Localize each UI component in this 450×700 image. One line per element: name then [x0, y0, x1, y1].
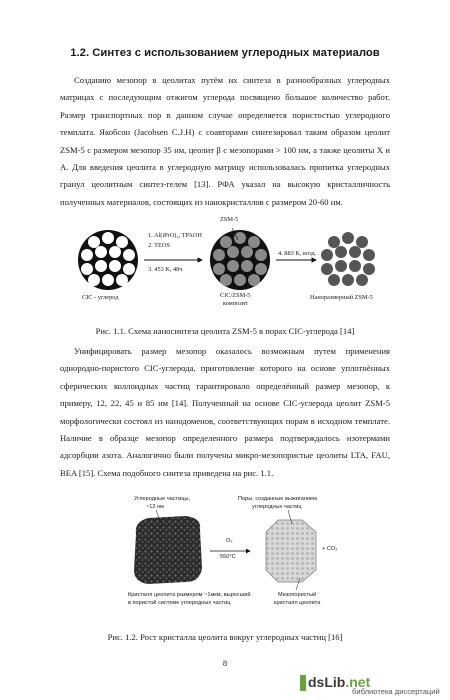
- label-step1-line2: 2. TEOS: [148, 242, 170, 249]
- paragraph-line: Созданию мезопор в цеолитах путём их синтеза в разнообразных углеродных: [74, 75, 390, 85]
- label-composite-1: CIC/ZSM-5: [220, 292, 251, 299]
- label-carbon-particles-2: ~12 нм: [146, 504, 164, 510]
- label-step1-line3: 3. 453 K, 48ч: [148, 266, 183, 273]
- paragraph-line: матрицах с последующим отжигом углерода посвящено большое количество работ.: [60, 92, 390, 103]
- paragraph-line: Наличие в образце мезопор определенного размера подтверждалось изотермами: [60, 432, 390, 443]
- section-heading: 1.2. Синтез с использованием углеродных материалов: [70, 47, 380, 59]
- paragraph-line: полученных материалов, состоящих из нанокристаллов с размером 20-60 нм.: [60, 196, 343, 207]
- paragraph-line: однородно-пористого CIC-углерода, приготовление которого на основе уплотнённых: [60, 363, 390, 374]
- label-zsm5: ZSM-5: [220, 216, 239, 223]
- paragraph-1: [60, 72, 390, 211]
- paragraph-line: морфологически состоял из нанодоменов, соответствующих порам в исходном темплате.: [60, 415, 390, 426]
- label-co2: + CO₂: [322, 546, 338, 552]
- label-step2: 4. 883 K, возд.: [278, 250, 317, 257]
- label-temperature: 550°C: [220, 554, 236, 560]
- watermark-logo: [300, 674, 450, 700]
- label-composite-2: композит: [223, 300, 248, 307]
- paragraph-line: темплата. Якобсон (Jacobsen C.J.H) с соавторами синтезировал таким образом цеолит: [60, 127, 390, 138]
- label-crystal-2: в пористой системе углеродных частиц: [128, 600, 231, 606]
- nano-zsm5-cluster: [321, 232, 375, 286]
- paragraph-line: BEA [15]. Схема подобного синтеза приведена на рис. 1.1.: [60, 467, 274, 478]
- figure-1-caption: Рис. 1.1. Схема наносинтеза цеолита ZSM-5 в порах CIC-углерода [14]: [95, 326, 355, 336]
- paragraph-line: примеру, 12, 22, 45 и 85 нм [14]. Полученный на основе CIC-углерода цеолит ZSM-5: [60, 398, 390, 409]
- logo-bar-icon: [300, 675, 306, 691]
- paragraph-line: сферических коллоидных частиц гарантировало определённый размер мезопор, к: [60, 380, 390, 391]
- label-step1-line1: 1. Al(iPrO)₃, TPAOH: [148, 232, 202, 239]
- figure-2-caption: Рис. 1.2. Рост кристалла цеолита вокруг углеродных частиц [16]: [107, 632, 343, 642]
- logo-text: dsLib.net: [308, 674, 371, 690]
- paragraph-line: адсорбции азота. Аналогично были получены микро-мезопористые цеолиты LTA, FAU,: [60, 450, 390, 461]
- page-number: 8: [222, 658, 228, 668]
- mesoporous-crystal: [266, 520, 316, 582]
- label-o2: O₂: [226, 538, 233, 544]
- label-pores-2: углеродных частиц: [252, 504, 302, 510]
- figure-2: [120, 496, 350, 614]
- label-mesoporous-1: Мезопористый: [278, 592, 317, 598]
- paragraph-line: ZSM-5 с размером мезопор 35 нм, цеолит β с мезопорами > 100 нм, а также цеолиты X и: [60, 144, 390, 155]
- paragraph-line: Размер транспортных пор в данном случае определяется пористостью углеродного: [60, 109, 390, 120]
- label-mesoporous-2: кристалл цеолита: [274, 600, 321, 606]
- logo-subtitle: библиотека диссертаций: [352, 687, 440, 696]
- label-nano-zsm5: Наноразмерный ZSM-5: [310, 294, 373, 301]
- carbon-zeolite-crystal: [134, 516, 202, 584]
- label-pores-1: Поры, созданные выжиганием: [238, 496, 318, 502]
- figure-1: [70, 216, 390, 314]
- composite-circle: [210, 230, 270, 290]
- cic-carbon-circle: [78, 230, 138, 290]
- paragraph-line: гранул цеолитным синтез-гелем [13]. РФА указал на высокую кристалличность: [60, 179, 390, 190]
- label-cic-carbon: CIC - углерод: [82, 294, 119, 301]
- label-carbon-particles-1: Углеродные частицы,: [134, 496, 191, 502]
- paragraph-2: [60, 343, 390, 482]
- paragraph-line: Унифицировать размер мезопор оказалось возможным путем применения: [74, 346, 390, 356]
- paragraph-line: A. Для введения цеолита в углеродную матрицу использовалась пропитка углеродных: [60, 161, 390, 172]
- label-crystal-1: Кристалл цеолита размером ~1мкм, выросший: [128, 592, 251, 598]
